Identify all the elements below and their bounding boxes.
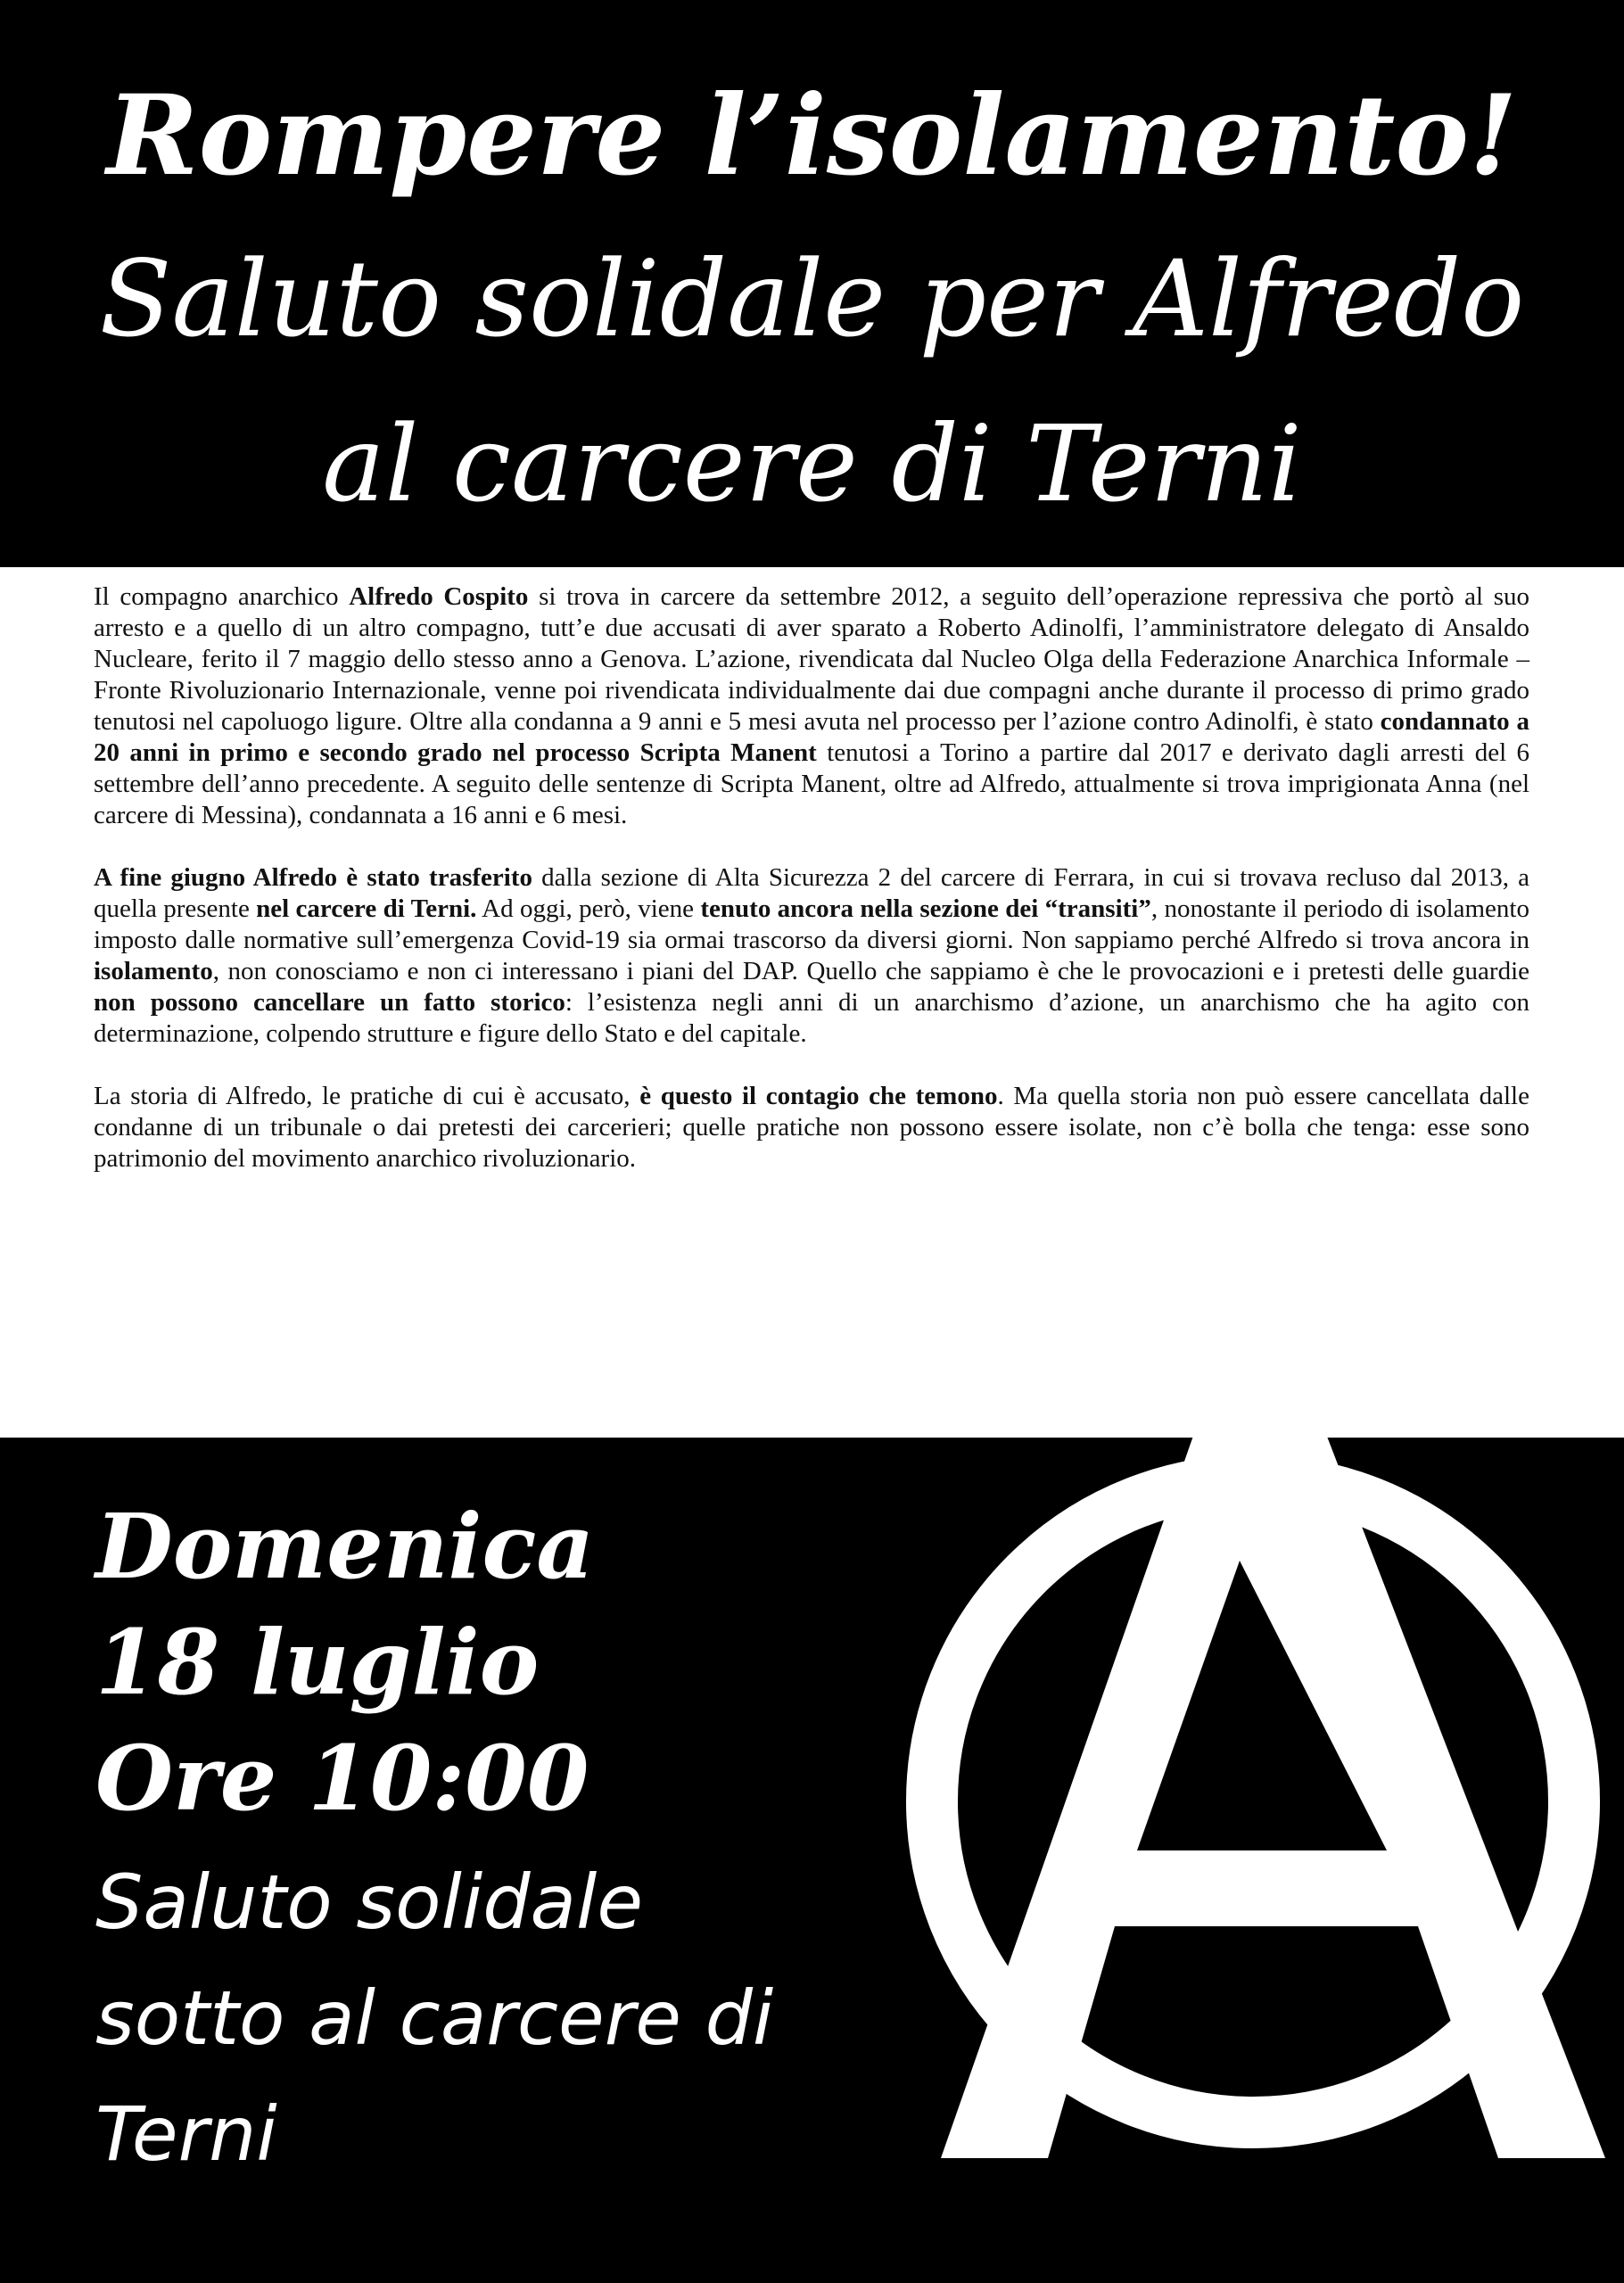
circled-a-anarchy-icon	[847, 1391, 1623, 2167]
paragraph-2	[94, 862, 1529, 1050]
event-description-line-1: Saluto solidale	[95, 1859, 644, 1946]
p2-bold-5: non possono cancellare un fatto storico	[94, 988, 565, 1017]
paragraph-3	[94, 1081, 1529, 1174]
p3-text-1: La storia di Alfredo, le pratiche di cui è accusato,	[94, 1082, 640, 1110]
article-body	[94, 581, 1529, 1206]
p1-text-1: Il compagno anarchico	[94, 582, 350, 611]
p2-text-2: Ad oggi, però, viene	[476, 894, 701, 923]
event-description-line-2: sotto al carcere di	[95, 1974, 774, 2062]
p2-text-1: dalla sezione di Alta Sicurezza 2 del carcere di Ferrara, in cui si trovava recluso dal 2013, a quella presente	[94, 863, 1529, 923]
p3-bold-1: è questo il contagio che temono	[639, 1082, 998, 1110]
p1-bold-1: Alfredo Cospito	[349, 582, 529, 611]
p2-bold-4: isolamento	[94, 957, 213, 985]
page-title: Rompere l’isolamento!	[106, 71, 1518, 201]
p3-text-2: . Ma quella storia non può essere cancellata dalle condanne di un tribunale o dai pretesti dei carcerieri; quelle pratiche non possono essere isolate, non c’è bolla che tenga: esse sono patrimonio del movimento anarchico rivoluzionario.	[94, 1082, 1529, 1173]
paragraph-1	[94, 581, 1529, 831]
p2-text-3: , nonostante il periodo di isolamento imposto dalle normative sull’emergenza Covid-19 sia ormai trascorso da diversi giorni. Non sappiamo perché Alfredo si trova ancora in	[94, 894, 1529, 954]
p2-bold-1: A fine giugno Alfredo è stato trasferito	[94, 863, 532, 892]
p2-bold-2: nel carcere di Terni.	[256, 894, 477, 923]
event-time: Ore 10:00	[95, 1726, 589, 1831]
event-date: 18 luglio	[95, 1610, 540, 1715]
p2-text-4: , non conosciamo e non ci interessano i piani del DAP. Quello che sappiamo è che le provocazioni e i pretesti delle guardie	[212, 957, 1529, 985]
p1-bold-2: condannato a 20 anni in primo e secondo grado nel processo Scripta Manent	[94, 707, 1529, 767]
p2-text-5: : l’esistenza negli anni di un anarchismo d’azione, un anarchismo che ha agito con determinazione, colpendo strutture e figure dello Stato e del capitale.	[94, 988, 1529, 1048]
p2-bold-3: tenuto ancora nella sezione dei “transiti”	[700, 894, 1151, 923]
page-subtitle-line-2: al carcere di Terni	[322, 402, 1302, 525]
event-description-line-3: Terni	[95, 2090, 277, 2178]
page-subtitle-line-1: Saluto solidale per Alfredo	[99, 237, 1525, 360]
p1-text-2: si trova in carcere da settembre 2012, a seguito dell’operazione repressiva che portò al suo arresto e a quello di un altro compagno, tutt’e due accusati di aver sparato a Roberto Adinolfi, l’amministratore delegato di Ansaldo Nucleare, ferito il 7 maggio dello stesso anno a Genova. L’azione, rivendicata dal Nucleo Olga della Federazione Anarchica Informale – Fronte Rivoluzionario Internazionale, venne poi rivendicata individualmente dai due compagni anche durante il processo di primo grado tenutosi nel capoluogo ligure. Oltre alla condanna a 9 anni e 5 mesi avuta nel processo per l’azione contro Adinolfi, è stato	[94, 582, 1529, 736]
event-day: Domenica	[95, 1494, 595, 1599]
p1-text-3: tenutosi a Torino a partire dal 2017 e derivato dagli arresti del 6 settembre dell’anno precedente. A seguito delle sentenze di Scripta Manent, oltre ad Alfredo, attualmente si trova imprigionata Anna (nel carcere di Messina), condannata a 16 anni e 6 mesi.	[94, 738, 1529, 829]
